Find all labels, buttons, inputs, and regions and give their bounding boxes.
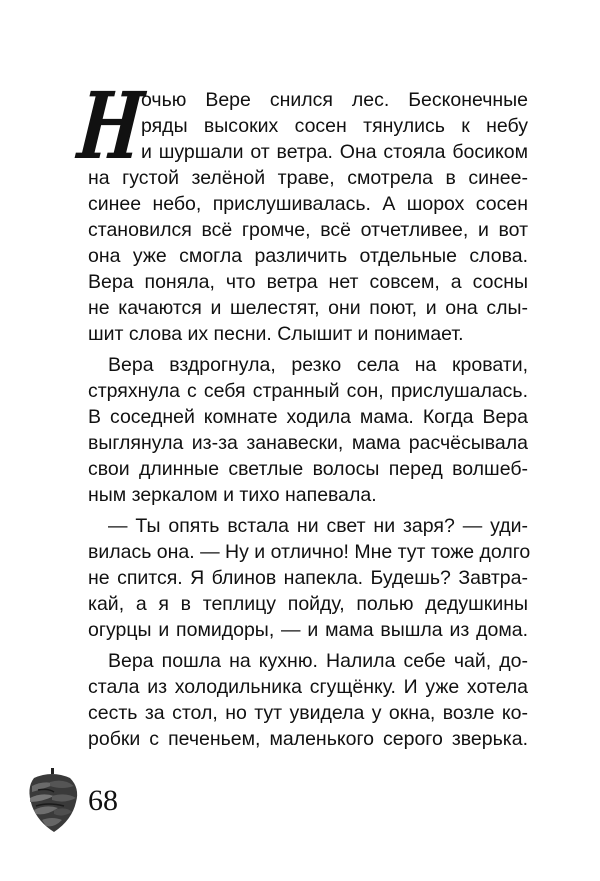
text-line: кай, а я в теплицу пойду, полью дедушкины <box>88 593 528 615</box>
paragraph-2 <box>88 352 528 508</box>
text-line: ным зеркалом и тихо напевала. <box>88 484 377 506</box>
text-line: очью Вере снился лес. Бесконечные <box>141 89 528 111</box>
paragraph-4 <box>88 648 528 752</box>
text-line: Вера поняла, что ветра нет совсем, а сосны <box>88 271 528 293</box>
paragraph-1 <box>88 87 528 347</box>
text-line: — Ты опять встала ни свет ни заря? — уди- <box>108 515 528 537</box>
body-text <box>88 87 531 752</box>
text-line: вилась она. — Ну и отлично! Мне тут тоже долго <box>88 541 531 563</box>
text-line: стала из холодильника сгущёнку. И уже хотела <box>88 676 528 698</box>
text-line: выглянула из-за занавески, мама расчёсывала <box>88 432 528 454</box>
text-line: робки с печеньем, маленького серого зверька. <box>88 728 528 750</box>
text-line: огурцы и помидоры, — и мама вышла из дома. <box>88 619 528 641</box>
text-line: Вера пошла на кухню. Налила себе чай, до- <box>108 650 528 672</box>
drop-cap: Н <box>73 72 148 180</box>
text-line: она уже смогла различить отдельные слова. <box>88 245 528 267</box>
text-line: ряды высоких сосен тянулись к небу <box>141 115 528 137</box>
text-line: и шуршали от ветра. Она стояла босиком <box>141 141 528 163</box>
text-line: Вера вздрогнула, резко села на кровати, <box>108 354 528 376</box>
text-line: шит слова их песни. Слышит и понимает. <box>88 323 464 345</box>
text-line: на густой зелёной траве, смотрела в синее- <box>88 167 528 189</box>
text-line: не качаются и шелестят, они поют, и она слы- <box>88 297 528 319</box>
text-line: не спится. Я блинов напекла. Будешь? Завтра- <box>88 567 528 589</box>
page-number: 68 <box>88 784 118 817</box>
pinecone-icon <box>24 768 80 834</box>
text-line: синее небо, прислушивалась. А шорох сосен <box>88 193 528 215</box>
text-line: сесть за стол, но тут увидела у окна, возле ко- <box>88 702 528 724</box>
text-line: становился всё громче, всё отчетливее, и вот <box>88 219 528 241</box>
text-line: стряхнула с себя странный сон, прислушалась. <box>88 380 528 402</box>
paragraph-3 <box>88 513 531 643</box>
text-line: свои длинные светлые волосы перед волшеб- <box>88 458 528 480</box>
text-line: В соседней комнате ходила мама. Когда Вера <box>88 406 528 428</box>
